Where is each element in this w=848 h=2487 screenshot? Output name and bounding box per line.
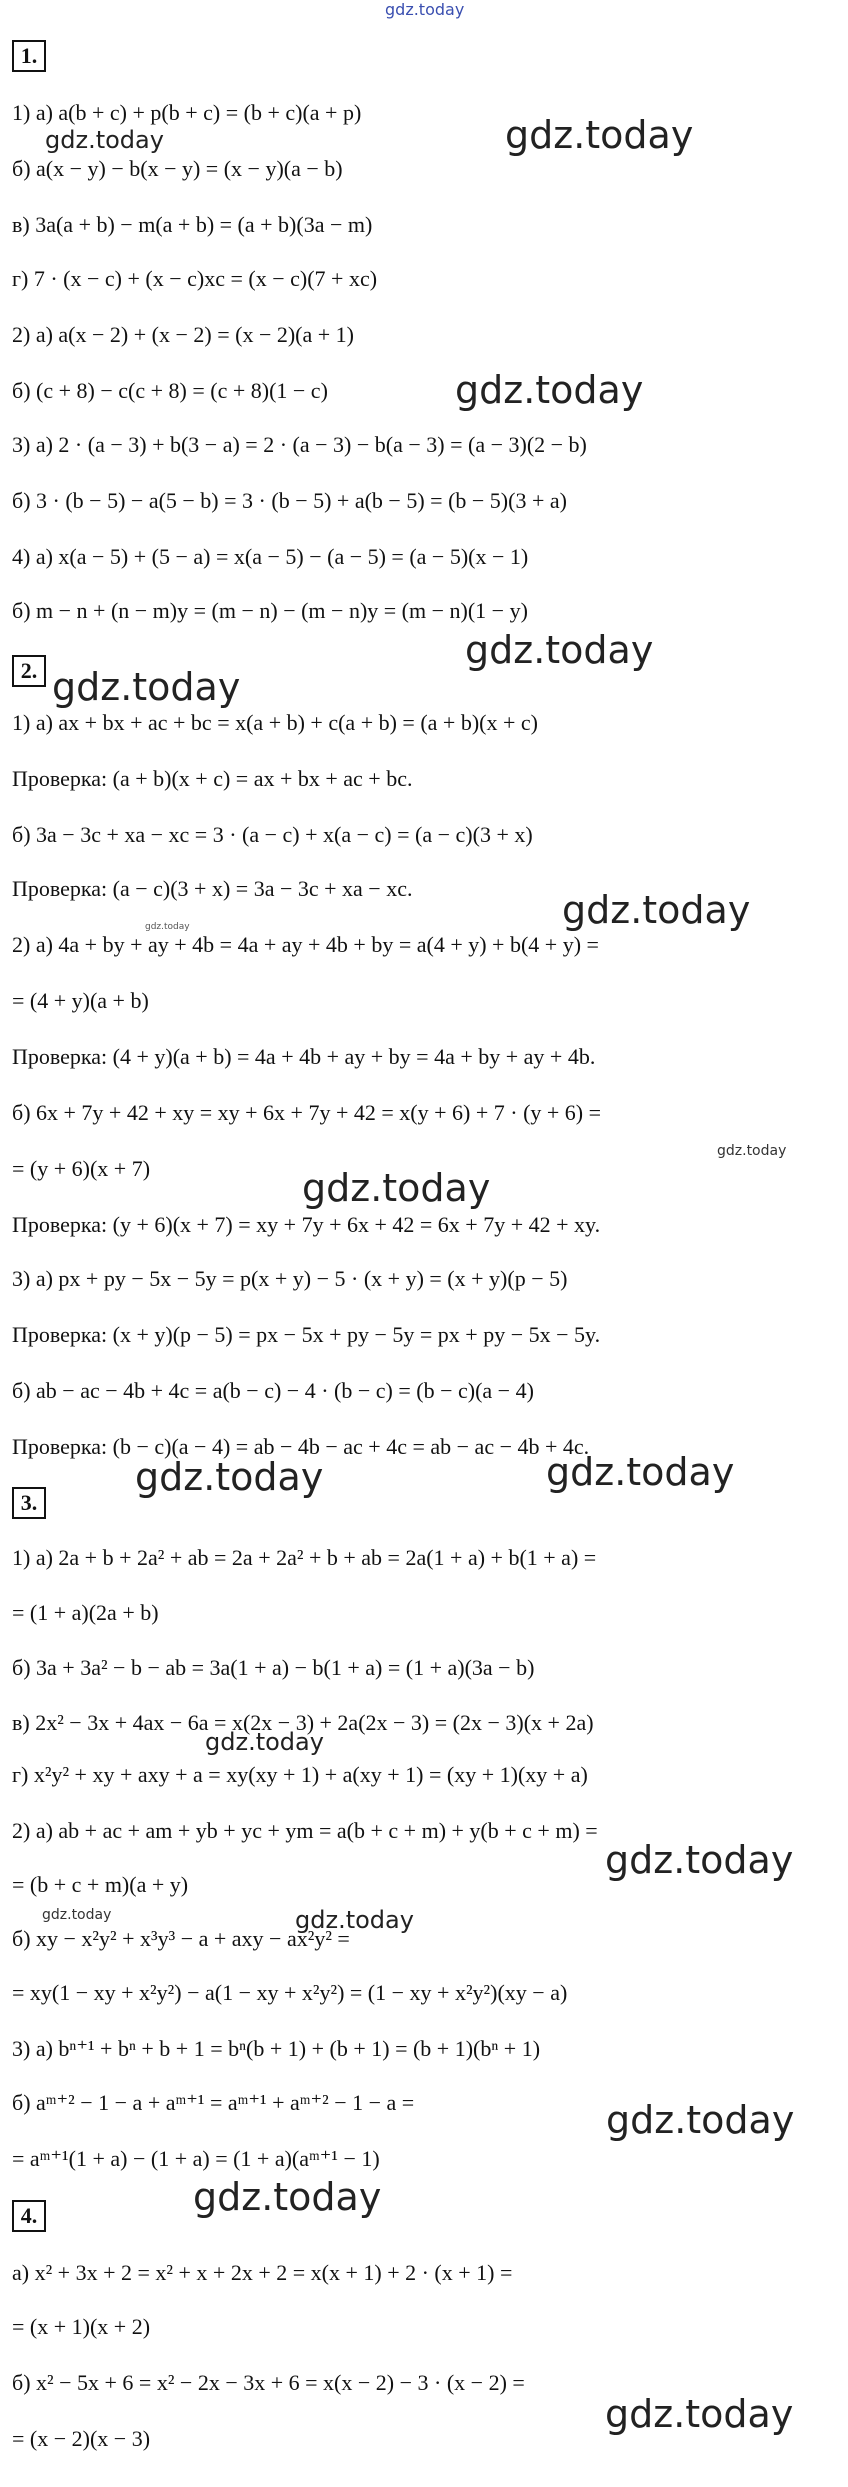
math-line: Проверка: (a + b)(x + c) = ax + bx + ac + bc. [12, 766, 413, 791]
math-line: б) ab − ac − 4b + 4c = a(b − c) − 4 · (b − c) = (b − c)(a − 4) [12, 1378, 534, 1403]
math-line: в) 2x² − 3x + 4ax − 6a = x(2x − 3) + 2a(2x − 3) = (2x − 3)(x + 2a) [12, 1710, 594, 1735]
math-line: б) 3 · (b − 5) − a(5 − b) = 3 · (b − 5) + a(b − 5) = (b − 5)(3 + a) [12, 488, 567, 513]
watermark: gdz.today [455, 368, 644, 412]
math-line: Проверка: (y + 6)(x + 7) = xy + 7y + 6x + 42 = 6x + 7y + 42 + xy. [12, 1212, 601, 1237]
math-line: 2) а) ab + ac + am + yb + yc + ym = a(b + c + m) + y(b + c + m) = [12, 1818, 598, 1843]
watermark: gdz.today [45, 126, 164, 154]
watermark: gdz.today [546, 1450, 735, 1494]
watermark: gdz.today [193, 2175, 382, 2219]
math-line: = (b + c + m)(a + y) [12, 1872, 189, 1897]
watermark: gdz.today [302, 1166, 491, 1210]
math-line: Проверка: (4 + y)(a + b) = 4a + 4b + ay + by = 4a + by + ay + 4b. [12, 1044, 596, 1069]
section-number-2: 2. [12, 655, 46, 687]
math-line: б) aᵐ⁺² − 1 − a + aᵐ⁺¹ = aᵐ⁺¹ + aᵐ⁺² − 1 − a = [12, 2090, 415, 2115]
math-line: = aᵐ⁺¹(1 + a) − (1 + a) = (1 + a)(aᵐ⁺¹ − 1) [12, 2146, 380, 2171]
watermark: gdz.today [465, 628, 654, 672]
math-line: 3) а) 2 · (a − 3) + b(3 − a) = 2 · (a − 3) − b(a − 3) = (a − 3)(2 − b) [12, 432, 587, 457]
watermark: gdz.today [145, 922, 190, 932]
math-line: = (4 + y)(a + b) [12, 988, 149, 1013]
math-line: в) 3a(a + b) − m(a + b) = (a + b)(3a − m) [12, 212, 373, 237]
watermark: gdz.today [135, 1455, 324, 1499]
math-line: 1) а) 2a + b + 2a² + ab = 2a + 2a² + b + ab = 2a(1 + a) + b(1 + a) = [12, 1545, 597, 1570]
section-number-3: 3. [12, 1487, 46, 1519]
watermark: gdz.today [205, 1728, 324, 1756]
math-line: = (y + 6)(x + 7) [12, 1156, 151, 1181]
math-line: = (1 + a)(2a + b) [12, 1600, 159, 1625]
math-line: б) 6x + 7y + 42 + xy = xy + 6x + 7y + 42 = x(y + 6) + 7 · (y + 6) = [12, 1100, 602, 1125]
math-line: г) x²y² + xy + axy + a = xy(xy + 1) + a(xy + 1) = (xy + 1)(xy + a) [12, 1762, 588, 1787]
math-line: а) x² + 3x + 2 = x² + x + 2x + 2 = x(x + 1) + 2 · (x + 1) = [12, 2260, 513, 2285]
section-number-4: 4. [12, 2200, 46, 2232]
math-line: Проверка: (b − c)(a − 4) = ab − 4b − ac + 4c = ab − ac − 4b + 4c. [12, 1434, 590, 1459]
math-line: б) 3a + 3a² − b − ab = 3a(1 + a) − b(1 + a) = (1 + a)(3a − b) [12, 1655, 535, 1680]
watermark: gdz.today [605, 2392, 794, 2436]
math-line: б) 3a − 3c + xa − xc = 3 · (a − c) + x(a − c) = (a − c)(3 + x) [12, 822, 533, 847]
math-line: = (x + 1)(x + 2) [12, 2314, 151, 2339]
math-line: = (x − 2)(x − 3) [12, 2426, 151, 2451]
math-line: Проверка: (a − c)(3 + x) = 3a − 3c + xa − xc. [12, 876, 413, 901]
math-line: б) xy − x²y² + x³y³ − a + axy − ax²y² = [12, 1926, 350, 1951]
math-line: б) x² − 5x + 6 = x² − 2x − 3x + 6 = x(x − 2) − 3 · (x − 2) = [12, 2370, 525, 2395]
math-line: г) 7 · (x − c) + (x − c)xc = (x − c)(7 + xc) [12, 266, 378, 291]
math-line: б) a(x − y) − b(x − y) = (x − y)(a − b) [12, 156, 343, 181]
watermark: gdz.today [562, 888, 751, 932]
math-line: б) (c + 8) − c(c + 8) = (c + 8)(1 − c) [12, 378, 328, 403]
math-line: 1) а) ax + bx + ac + bc = x(a + b) + c(a + b) = (a + b)(x + c) [12, 710, 538, 735]
math-line: б) m − n + (n − m)y = (m − n) − (m − n)y = (m − n)(1 − y) [12, 598, 528, 623]
watermark: gdz.today [717, 1143, 787, 1159]
math-line: Проверка: (x + y)(p − 5) = px − 5x + py − 5y = px + py − 5x − 5y. [12, 1322, 601, 1347]
watermark: gdz.today [505, 113, 694, 157]
math-line: 3) а) bⁿ⁺¹ + bⁿ + b + 1 = bⁿ(b + 1) + (b + 1) = (b + 1)(bⁿ + 1) [12, 2036, 541, 2061]
math-line: 3) а) px + py − 5x − 5y = p(x + y) − 5 · (x + y) = (x + y)(p − 5) [12, 1266, 568, 1291]
math-line: = xy(1 − xy + x²y²) − a(1 − xy + x²y²) = (1 − xy + x²y²)(xy − a) [12, 1980, 568, 2005]
section-number-1: 1. [12, 40, 46, 72]
watermark: gdz.today [52, 665, 241, 709]
math-line: 1) а) a(b + c) + p(b + c) = (b + c)(a + p) [12, 100, 362, 125]
watermark-top: gdz.today [385, 0, 465, 19]
math-line: 2) а) a(x − 2) + (x − 2) = (x − 2)(a + 1) [12, 322, 354, 347]
watermark: gdz.today [605, 1838, 794, 1882]
math-line: 2) а) 4a + by + ay + 4b = 4a + ay + 4b + by = a(4 + y) + b(4 + y) = [12, 932, 599, 957]
watermark: gdz.today [606, 2098, 795, 2142]
math-line: 4) а) x(a − 5) + (5 − a) = x(a − 5) − (a − 5) = (a − 5)(x − 1) [12, 544, 529, 569]
watermark: gdz.today [42, 1907, 112, 1923]
watermark: gdz.today [295, 1906, 414, 1934]
